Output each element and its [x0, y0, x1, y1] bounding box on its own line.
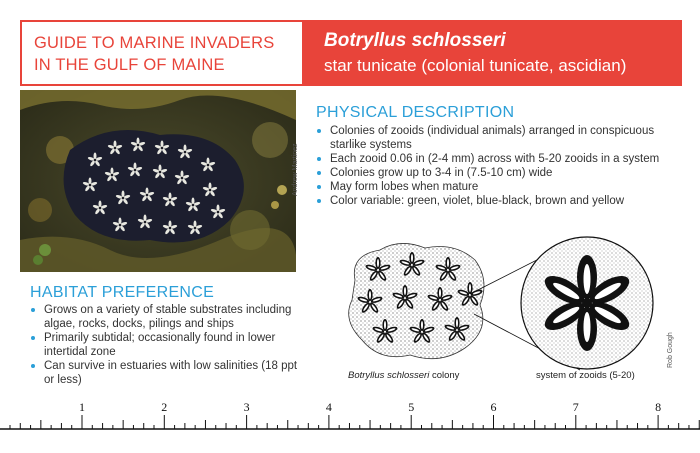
- ruler-label: 4: [325, 400, 332, 414]
- ruler-label: 3: [243, 400, 250, 414]
- physical-description-list: [316, 124, 686, 208]
- ruler-label: 6: [490, 400, 497, 414]
- list-item: Colonies of zooids (individual animals) arranged in conspicuous starlike systems: [316, 124, 686, 152]
- habitat-title: HABITAT PREFERENCE: [30, 284, 215, 301]
- header-box: [20, 20, 680, 86]
- photo-credit: Andrew Martinez: [292, 143, 299, 196]
- ruler-label: 7: [572, 400, 579, 414]
- list-item: Primarily subtidal; occasionally found in lower intertidal zone: [30, 331, 310, 359]
- colony-caption-species: Botryllus schlosseri: [348, 370, 430, 381]
- list-item: May form lobes when mature: [316, 180, 686, 194]
- guide-title: [34, 32, 274, 76]
- zooid-caption: system of zooids (5-20): [536, 370, 635, 381]
- ruler-label: 2: [161, 400, 168, 414]
- colony-photo: [20, 90, 296, 272]
- list-item: Grows on a variety of stable substrates including algae, rocks, docks, pilings and ships: [30, 303, 310, 331]
- list-item: Can survive in estuaries with low salinities (18 ppt or less): [30, 359, 310, 387]
- ruler-label: 8: [655, 400, 662, 414]
- colony-photo-image: [20, 90, 296, 272]
- colony-illustration: [340, 240, 490, 365]
- ruler-label: 1: [79, 400, 85, 414]
- physical-description-title: PHYSICAL DESCRIPTION: [316, 104, 515, 121]
- illustration-credit: Rob Gough: [667, 332, 674, 368]
- list-item: Each zooid 0.06 in (2-4 mm) across with 5-20 zooids in a system: [316, 152, 686, 166]
- colony-caption: [348, 370, 459, 381]
- list-item: Color variable: green, violet, blue-black, brown and yellow: [316, 194, 686, 208]
- common-name: star tunicate (colonial tunicate, ascidian): [324, 56, 627, 75]
- habitat-list: [30, 303, 310, 387]
- ruler-label: 5: [408, 400, 415, 414]
- inch-ruler: [0, 396, 700, 453]
- list-item: Colonies grow up to 3-4 in (7.5-10 cm) wide: [316, 166, 686, 180]
- zooid-system-illustration: [515, 236, 660, 371]
- guide-title-line2: IN THE GULF OF MAINE: [34, 56, 225, 74]
- colony-caption-rest: colony: [429, 370, 460, 381]
- guide-title-line1: GUIDE TO MARINE INVADERS: [34, 34, 275, 52]
- species-panel: [302, 20, 682, 86]
- species-name: Botryllus schlosseri: [324, 30, 506, 51]
